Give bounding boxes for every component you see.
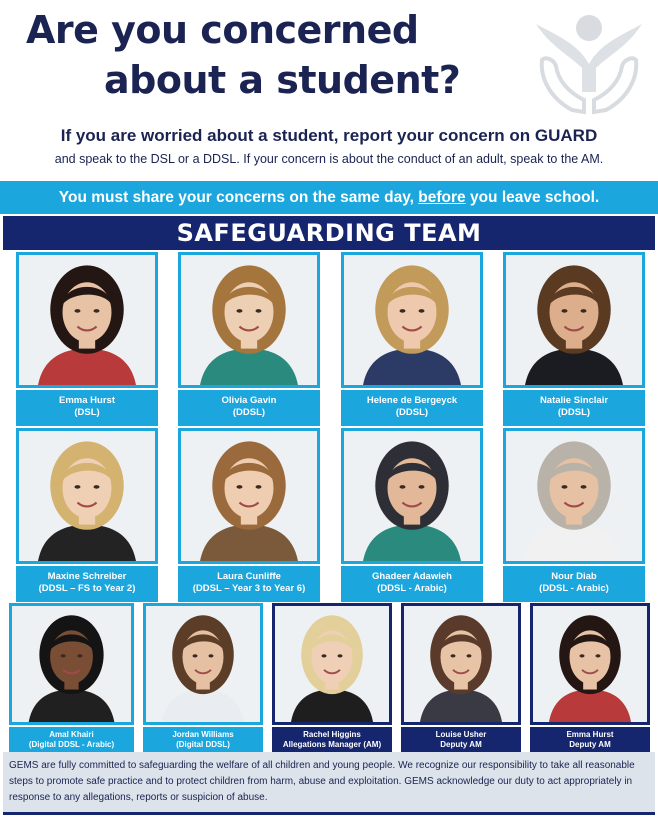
team-member-name: Emma Hurst bbox=[566, 730, 614, 739]
team-member-role: (DDSL) bbox=[232, 407, 266, 418]
team-member-photo bbox=[530, 603, 650, 725]
team-member-caption bbox=[503, 566, 645, 602]
team-member-role: (DDSL) bbox=[395, 407, 429, 418]
team-member-card bbox=[16, 428, 158, 604]
team-member-caption bbox=[272, 727, 392, 753]
team-member-caption bbox=[178, 566, 320, 602]
team-member-name: Rachel Higgins bbox=[303, 730, 361, 739]
team-member-card bbox=[178, 428, 320, 604]
team-member-name: Natalie Sinclair bbox=[539, 395, 609, 406]
team-member-photo bbox=[143, 603, 263, 725]
team-member-name: Ghadeer Adawieh bbox=[372, 571, 452, 582]
team-member-role: Allegations Manager (AM) bbox=[282, 740, 382, 749]
banner-text-before: You must share your concerns on the same day, bbox=[58, 189, 414, 206]
team-member-name: Maxine Schreiber bbox=[47, 571, 127, 582]
title-line-1: Are you concerned bbox=[26, 8, 419, 52]
team-member-caption bbox=[143, 727, 263, 753]
team-member-caption bbox=[341, 566, 483, 602]
team-member-name: Laura Cunliffe bbox=[217, 571, 281, 582]
team-member-card bbox=[9, 603, 134, 755]
team-member-caption bbox=[9, 727, 134, 753]
title-line-2: about a student? bbox=[104, 58, 461, 102]
team-member-card bbox=[530, 603, 650, 755]
team-member-name: Emma Hurst bbox=[59, 395, 115, 406]
team-heading: SAFEGUARDING TEAM bbox=[3, 216, 655, 250]
team-member-name: Jordan Williams bbox=[172, 730, 234, 739]
team-member-caption bbox=[16, 566, 158, 602]
team-member-card bbox=[341, 252, 483, 428]
team-member-caption bbox=[503, 390, 645, 426]
subtitle-line-2: and speak to the DSL or a DDSL. If your concern is about the conduct of an adult, speak to the AM. bbox=[54, 152, 604, 166]
team-member-name: Amal Khairi bbox=[49, 730, 94, 739]
team-member-name: Nour Diab bbox=[551, 571, 597, 582]
team-member-role: (DDSL - Arabic) bbox=[377, 583, 447, 594]
team-member-photo bbox=[401, 603, 521, 725]
team-member-role: (Digital DDSL - Arabic) bbox=[28, 740, 115, 749]
team-member-card bbox=[503, 252, 645, 428]
team-member-caption bbox=[16, 390, 158, 426]
team-member-role: (DDSL – Year 3 to Year 6) bbox=[192, 583, 306, 594]
team-member-role: Deputy AM bbox=[440, 740, 482, 749]
team-member-name: Olivia Gavin bbox=[221, 395, 277, 406]
hands-person-logo-icon bbox=[528, 6, 650, 118]
team-member-photo bbox=[9, 603, 134, 725]
team-member-card bbox=[143, 603, 263, 755]
team-member-role: (DSL) bbox=[74, 407, 100, 418]
team-member-caption bbox=[341, 390, 483, 426]
footer-statement: GEMS are fully committed to safeguarding the welfare of all children and young people. We recognize our responsibility to take all reasonable steps to promote safe practice and to protect children from harm, abuse and exploitation. GEMS acknowledge our duty to act appropriately in response to any allegations, reports or suspicion of abuse. bbox=[3, 752, 655, 812]
team-member-photo bbox=[178, 428, 320, 564]
banner-emphasis: before bbox=[418, 189, 466, 206]
team-member-photo bbox=[341, 428, 483, 564]
team-member-caption bbox=[530, 727, 650, 753]
team-member-photo bbox=[503, 252, 645, 388]
team-member-role: Deputy AM bbox=[569, 740, 611, 749]
team-member-role: (DDSL - Arabic) bbox=[539, 583, 609, 594]
team-member-name: Helene de Bergeyck bbox=[366, 395, 458, 406]
team-member-photo bbox=[341, 252, 483, 388]
team-member-card bbox=[178, 252, 320, 428]
footer-divider bbox=[3, 812, 655, 815]
team-member-card bbox=[272, 603, 392, 755]
header bbox=[0, 0, 658, 120]
same-day-banner bbox=[0, 181, 658, 214]
team-member-role: (DDSL – FS to Year 2) bbox=[38, 583, 136, 594]
team-member-name: Louise Usher bbox=[435, 730, 487, 739]
team-member-card bbox=[401, 603, 521, 755]
team-member-photo bbox=[272, 603, 392, 725]
team-member-card bbox=[341, 428, 483, 604]
team-member-card bbox=[16, 252, 158, 428]
team-member-photo bbox=[503, 428, 645, 564]
team-member-card bbox=[503, 428, 645, 604]
subtitle-line-1: If you are worried about a student, report your concern on GUARD bbox=[60, 126, 598, 145]
team-member-caption bbox=[178, 390, 320, 426]
banner-text-after: you leave school. bbox=[469, 189, 600, 206]
team-member-role: (DDSL) bbox=[557, 407, 591, 418]
team-member-role: (Digital DDSL) bbox=[176, 740, 230, 749]
team-member-photo bbox=[16, 428, 158, 564]
team-member-photo bbox=[178, 252, 320, 388]
team-member-caption bbox=[401, 727, 521, 753]
team-member-photo bbox=[16, 252, 158, 388]
